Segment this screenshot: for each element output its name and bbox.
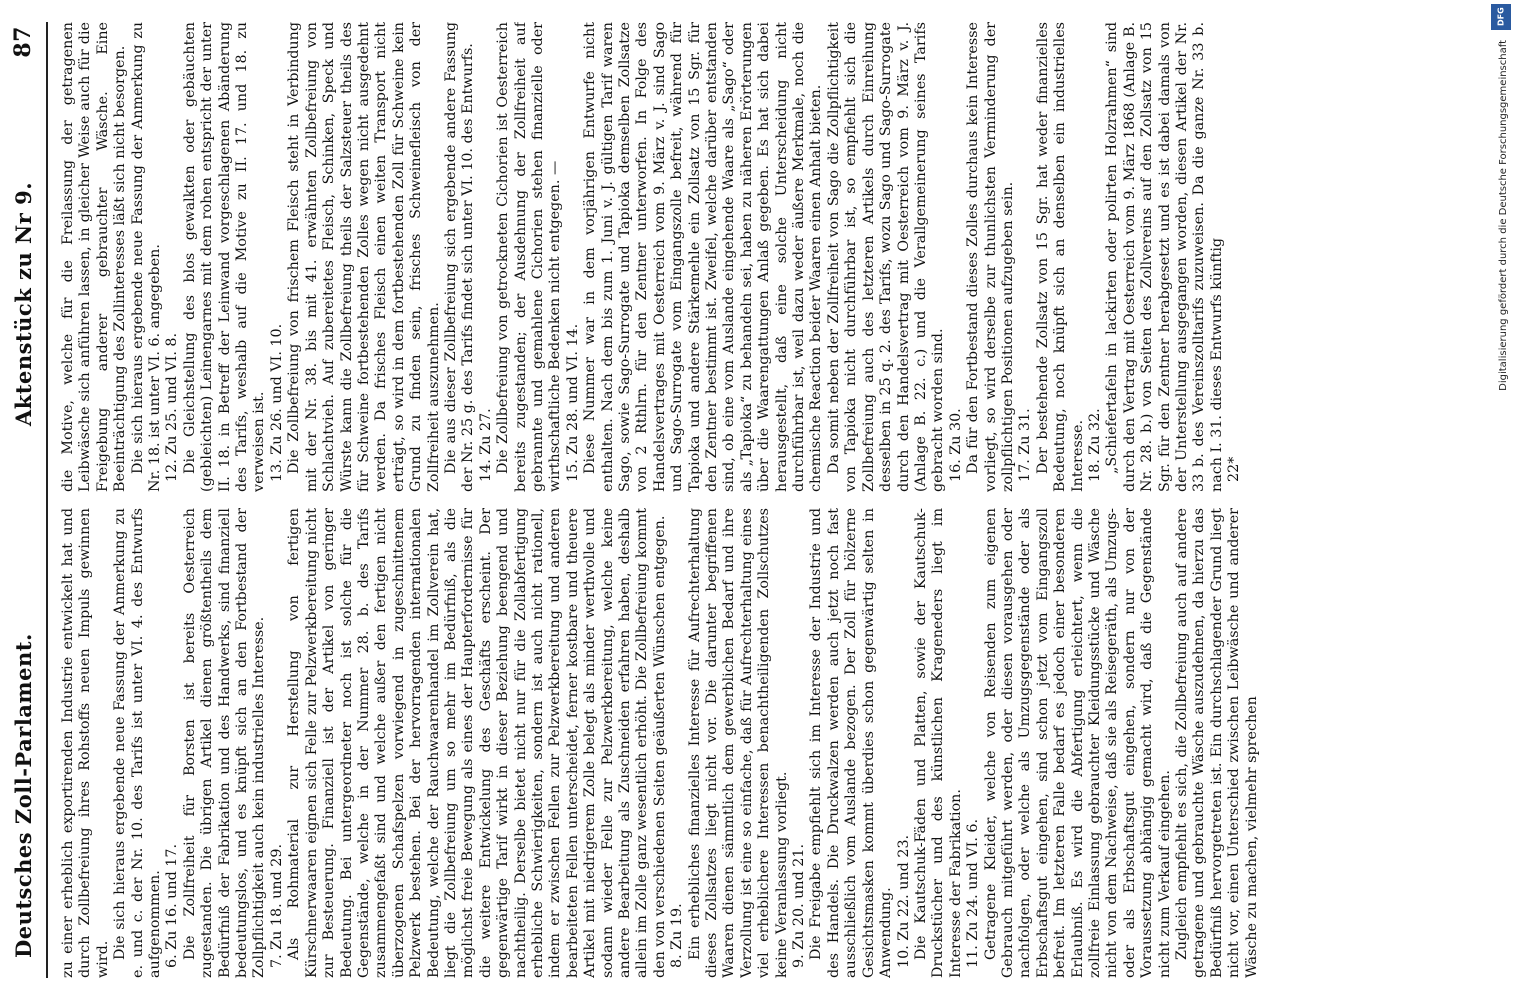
paragraph: Die Gleichstellung des blos gewalkten oder gebäuchten (gebleichten) Leinengarnes mit dem rohen entspricht der unter II. 18. in Betreff der Leinwand vorgeschlagenen Abänderung des Tarifs, weshalb auf die Motive zu II. 17. und 18. zu verweisen ist.: [181, 22, 268, 492]
section-heading: 22*: [1226, 456, 1243, 482]
paragraph: Die aus dieser Zollbefreiung sich ergebende andere Fassung der Nr. 25 g. des Tarifs findet sich unter VI. 10. des Entwurfs.: [442, 22, 477, 492]
section-heading: 6. Zu 16. und 17.: [164, 843, 181, 968]
dfg-logo: DFG: [1491, 4, 1511, 30]
paragraph: Die Zollbefreiung von getrockneten Cichorien ist Oesterreich bereits zugestanden; der Ausdehnung der Zollfreiheit auf gebrannte und gemahlene Cichorien stehen finanzielle oder wirthschaftliche Bedenken nicht entgegen. —: [495, 22, 564, 492]
section-heading: 10. Zu 22. und 23.: [895, 834, 912, 968]
paragraph: zu einer erheblich exportirenden Industrie entwickelt hat und durch Zollbefreiung ihres Rohstoffs neuen Impuls gewinnen wird.: [60, 508, 111, 978]
paragraph: Zugleich empfiehlt es sich, die Zollbefreiung auch auf andere getragene und gebrauchte Wäsche auszudehnen, da hierzu das Bedürfniß hervorgetreten ist. Ein durchschlagender Grund liegt nicht vor, einen Unterschied zwischen Leibwäsche und anderer Wäsche zu machen, vielmehr sprechen: [1174, 508, 1260, 978]
section-heading: 8. Zu 19.: [669, 903, 686, 968]
paragraph: Der bestehende Zollsatz von 15 Sgr. hat weder finanzielles Bedeutung, noch knüpft sich an denselben ein industrielles Interesse.: [1034, 22, 1086, 492]
paragraph: „Schiefertafeln in lackirten oder polirten Holzrahmen“ sind durch den Vertrag mit Oesterreich vom 9. März 1868 (Anlage B. Nr. 28. b.) von Seiten des Zollvereins auf den Zollsatz von 15 Sgr. für den Zentner herabgesetzt und es ist dabei damals von der Unterstellung ausgegangen worden, diesen Artikel der Nr. 33 b. des Vereinszolltarifs zuzuweisen. Da die ganze Nr. 33 b. nach I. 31. dieses Entwurfs künftig: [1104, 22, 1225, 492]
paragraph: Die Freigabe empfiehlt sich im Interesse der Industrie und des Handels. Die Druckwalzen werden auch jetzt noch fast ausschließlich vom Auslande bezogen. Der Zoll für hölzerne Gesichtsmasken kommt überdies schon gegenwärtig selten in Anwendung.: [808, 508, 895, 978]
text-column-left: [60, 508, 1480, 978]
paragraph: Ein erhebliches finanzielles Interesse für Aufrechterhaltung dieses Zollsatzes liegt nicht vor. Die darunter begriffenen Waaren dienen sämmtlich dem gewerblichen Bedarf und ihre Verzollung ist eine so einfache, daß für Aufrechterhaltung eines viel erheblichere Interessen benachtheiligenden Zollschutzes keine Veranlassung vorliegt.: [686, 508, 790, 978]
section-heading: 17. Zu 31.: [1017, 408, 1034, 482]
paragraph: Die Zollbefreiung von frischem Fleisch steht in Verbindung mit der Nr. 38. bis mit 41. erwähnten Zollbefreiung von Schlachtvieh. Auf zubereitetes Fleisch, Schinken, Speck und Würste kann die Zollbefreiung theils der Salzsteuer theils des für Schweine fortbestehenden Zolles wegen nicht ausgedehnt werden. Da frisches Fleisch einen weiten Transport nicht erträgt, so wird in dem fortbestehenden Zoll für Schweine kein Grund zu finden sein, frisches Schweinefleisch von der Zollfreiheit auszunehmen.: [286, 22, 442, 492]
paragraph: Diese Nummer war in dem vorjährigen Entwurfe nicht enthalten. Nach dem bis zum 1. Juni v. J. gültigen Tarif waren Sago, sowie Sago-Surrogate und Tapioka demselben Zollsatze von 2 Rthlrn. für den Zentner unterworfen. In Folge des Handelsvertrages mit Oesterreich vom 9. März v. J. sind Sago und Sago-Surrogate vom Eingangszolle befreit, während für Tapioka und andere Stärkemehle ein Zollsatz von 15 Sgr. für den Zentner bestimmt ist. Zweifel, welche darüber entstanden sind, ob eine vom Auslande eingehende Waare als „Sago“ oder als „Tapioka“ zu behandeln sei, haben zu näheren Erörterungen über die Waarengattungen Anlaß gegeben. Es hat sich dabei herausgestellt, daß eine solche Unterscheidung nicht durchführbar ist, weil dazu weder äußere Merkmale, noch die chemische Reaction beider Waaren einen Anhalt bieten.: [582, 22, 825, 492]
paragraph: Da somit neben der Zollfreiheit von Sago die Zollpflichtigkeit von Tapioka nicht durchführbar ist, so empfiehlt sich die Zollbefreiung auch des letzteren Artikels durch Einreihung desselben in 25 q. 2. des Tarifs, wozu Sago und Sago-Surrogate durch den Handelsvertrag mit Oesterreich vom 9. März v. J. (Anlage B. 22. c.) und die Verallgemeinerung seines Tarifs gebracht worden sind.: [825, 22, 947, 492]
paragraph: Die Zollfreiheit für Borsten ist bereits Oesterreich zugestanden. Die übrigen Artikel dienen größtentheils dem Bedürfniß der Fabrikation und des Handwerks, sind finanziell bedeutungslos, und es knüpft sich an den Fortbestand der Zollpflichtigkeit auch kein industrielles Interesse.: [181, 508, 268, 978]
header-left-title: Deutsches Zoll-Parlament.: [10, 633, 36, 958]
text-column-right: [60, 22, 1480, 492]
paragraph: Die Kautschuk-Fäden und Platten, sowie der Kautschuk-Druckstücher und des künstlichen Krageneders liegt im Interesse der Fabrikation.: [912, 508, 964, 978]
digitization-sidebar: [1487, 0, 1513, 1000]
section-heading: 11. Zu 24. und VI. 6.: [965, 818, 982, 968]
section-heading: 18. Zu 32.: [1086, 408, 1103, 482]
digitization-credit: Digitalisierung gefördert durch die Deutsche Forschungsgemeinschaft: [1498, 40, 1509, 391]
paragraph: Da für den Fortbestand dieses Zolles durchaus kein Interesse vorliegt, so wird derselbe zur thunlichsten Verminderung der zollpflichtigen Positionen aufzugeben sein.: [965, 22, 1016, 492]
paragraph: Die sich hieraus ergebende neue Fassung der Anmerkung zu Nr. 18. ist unter VI. 6. angegeben.: [129, 22, 164, 492]
page-number: 87: [10, 26, 36, 58]
header-center-title: Aktenstück zu Nr 9.: [10, 181, 36, 427]
paragraph: Die sich hieraus ergebende neue Fassung der Anmerkung zu e. und c. der Nr. 10. des Tarifs ist unter VI. 4. des Entwurfs aufgenommen.: [112, 508, 164, 978]
paragraph: Getragene Kleider, welche von Reisenden zum eigenen Gebrauch mitgeführt werden, oder diesen vorausgehen oder nachfolgen, oder welche als Umzugsgegenstände oder als Erbschaftsgut eingehen, sind schon jetzt vom Eingangszoll befreit. Im letzteren Falle bedarf es jedoch einer besonderen Erlaubniß. Es wird die Abfertigung erleichtert, wenn die zollfreie Einlassung gebrauchter Kleidungsstücke und Wäsche nicht von dem Nachweise, daß sie als Reisegeräth, als Umzugs- oder als Erbschaftsgut eingehen, sondern nur von der Voraussetzung abhängig gemacht wird, daß die Gegenstände nicht zum Verkauf eingehen.: [982, 508, 1173, 978]
paragraph: die Motive, welche für die Freilassung der getragenen Leibwäsche sich anführen lassen, in gleicher Weise auch für die Freigebung anderer gebrauchter Wäsche. Eine Beeinträchtigung des Zollinteresses läßt sich nicht besorgen.: [60, 22, 129, 492]
section-heading: 16. Zu 30.: [947, 408, 964, 482]
text-columns: [60, 22, 1480, 978]
section-heading: 12. Zu 25. und VI. 8.: [164, 332, 181, 482]
section-heading: 15. Zu 28. und VI. 14.: [564, 323, 581, 482]
section-heading: 7. Zu 18. und 29.: [268, 843, 285, 968]
paragraph: Als Rohmaterial zur Herstellung von fertigen Kürschnerwaaren eignen sich Felle zur Pelzwerkbereitung nicht zur Besteuerung. Finanziell ist der Artikel von geringer Bedeutung. Bei untergeordneter noch ist solche für die Gegenstände, welche in der Nummer 28. b. des Tarifs zusammengefaßt sind und welche außer den fertigen nicht überzogenen Schafspelzen vorwiegend in zugeschnittenem Pelzwerk bestehen. Bei der hervorragenden internationalen Bedeutung, welche der Rauchwaarenhandel im Zollverein hat, liegt die Zollbefreiung um so mehr im Bedürfniß, als die möglichst freie Bewegung als eines der Haupterfordernisse für die weitere Entwickelung des Geschäfts erscheint. Der gegenwärtige Tarif wirkt in dieser Beziehung beengend und nachtheilig. Derselbe bietet nicht nur für die Zollabfertigung erhebliche Schwierigkeiten, sondern ist auch nicht rationell, indem er zwischen Fellen zur Pelzwerkbereitung und anderen bearbeiteten Fellen unterscheidet, ferner kostbare und theuere Artikel mit niedrigerem Zolle belegt als minder werthvolle und sodann wieder Felle zur Pelzwerkbereitung, welche keine andere Bearbeitung als Zuschneiden erfahren haben, deshalb allein im Zolle ganz wesentlich erhöht. Die Zollbefreiung kommt den von verschiedenen Seiten geäußerten Wünschen entgegen.: [286, 508, 668, 978]
page-header: [0, 22, 48, 978]
section-heading: 9. Zu 20. und 21.: [791, 843, 808, 968]
section-heading: 14. Zu 27.: [477, 408, 494, 482]
section-heading: 13. Zu 26. und VI. 10.: [268, 323, 285, 482]
